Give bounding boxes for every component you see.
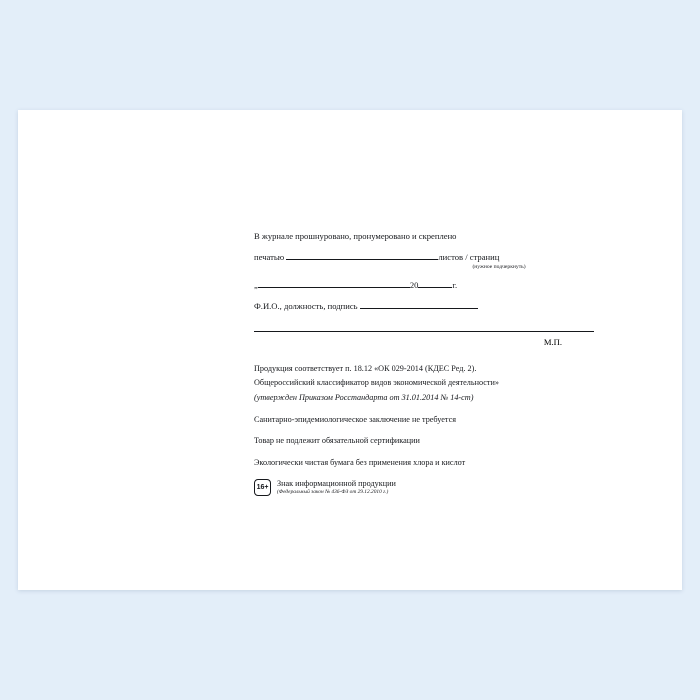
date-year-blank[interactable]: [418, 280, 452, 287]
signature-continuation-row: [254, 322, 594, 332]
okved-line-2: Общероссийский классификатор видов экономической деятельности»: [254, 378, 499, 388]
certification-line-1: В журнале прошнуровано, пронумеровано и скреплено: [254, 231, 457, 241]
legal-paragraph-okved: [254, 363, 594, 404]
date-line: [254, 279, 594, 291]
signature-row: [254, 300, 594, 312]
age-mark-subtitle: (Федеральный закон № 436-ФЗ от 29.12.2010 г.): [277, 489, 389, 496]
legal-paragraph-sanitary: Санитарно-эпидемиологическое заключение не требуется: [254, 414, 456, 424]
sheets-count-line: [254, 251, 594, 263]
date-year-prefix: 20: [409, 279, 419, 290]
underline-note: (нужное подчеркнуть): [472, 263, 526, 270]
date-quote-mark: „: [254, 279, 258, 290]
date-row: [254, 279, 594, 291]
signature-line: [254, 300, 594, 312]
legal-paragraph-certification: Товар не подлежит обязательной сертификации: [254, 436, 420, 446]
signature-label: Ф.И.О., должность, подпись: [254, 301, 358, 312]
signature-blank[interactable]: [360, 302, 478, 309]
certification-statement: [254, 230, 594, 242]
document-page: [18, 110, 682, 590]
okved-line-1: Продукция соответствует п. 18.12 «ОК 029-2014 (КДЕС Ред. 2).: [254, 363, 477, 373]
stamp-place-label: М.П.: [543, 336, 562, 347]
sheets-unit-label: листов / страниц: [438, 252, 500, 263]
age-mark-title: Знак информационной продукции: [277, 478, 396, 488]
section-divider: [254, 347, 594, 363]
date-year-suffix: г.: [452, 279, 458, 290]
date-month-blank[interactable]: [280, 280, 410, 287]
age-mark-text: [277, 479, 396, 496]
okved-line-3: (утвержден Приказом Росстандарта от 31.01.2014 № 14-ст): [254, 393, 474, 403]
sheets-count-row: [254, 251, 594, 269]
date-day-blank[interactable]: [258, 280, 280, 287]
legal-paragraph-eco-paper: Экологически чистая бумага без применения хлора и кислот: [254, 458, 466, 468]
document-content: [254, 230, 594, 496]
signature-continuation-blank[interactable]: [254, 322, 594, 332]
age-mark-row: [254, 479, 594, 496]
age-rating-icon: 16+: [254, 479, 271, 496]
stamp-word: печатью: [254, 252, 285, 263]
sheets-count-blank[interactable]: [286, 253, 438, 260]
